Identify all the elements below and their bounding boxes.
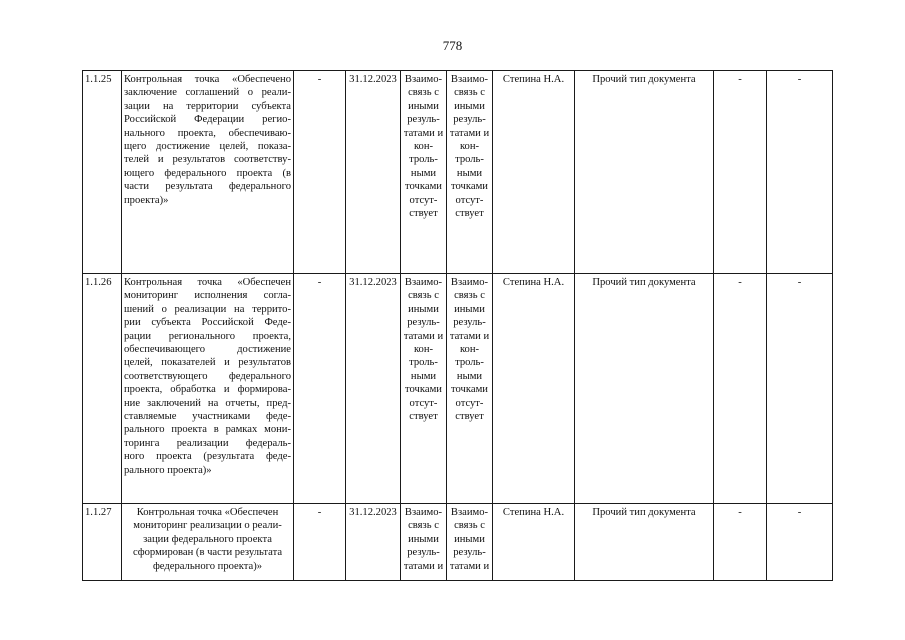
cell-text: мониторинг реализации о реали- <box>133 520 282 532</box>
cell-text: кон- <box>413 141 434 153</box>
document-type-cell <box>575 274 714 504</box>
cell-text: - <box>738 507 742 518</box>
cell-text: заключение соглашений о реали- <box>124 87 291 99</box>
cell-text: Степина Н.А. <box>502 277 565 288</box>
cell-text: связь с <box>408 290 439 302</box>
next-link-cell <box>447 504 493 581</box>
cell-text: Прочий тип документа <box>592 507 696 518</box>
cell-text: иными <box>408 100 439 112</box>
cell-text: связь с <box>454 290 485 302</box>
cell-text: татами и <box>449 560 490 572</box>
cell-text: резуль- <box>407 547 440 559</box>
cell-text: татами и <box>403 560 444 572</box>
cell-text: иными <box>454 533 485 545</box>
cell-text: кон- <box>413 344 434 356</box>
cell-text: Степина Н.А. <box>502 74 565 85</box>
table-row <box>83 274 833 504</box>
cell-text: отсут- <box>409 194 438 206</box>
cell-text: Прочий тип документа <box>592 277 696 288</box>
column-9-cell <box>767 274 833 504</box>
cell-text: части результата федерального <box>124 181 291 193</box>
cell-text: рального проекта)» <box>124 464 212 476</box>
cell-text: - <box>317 74 322 85</box>
cell-text: ствует <box>409 411 438 423</box>
cell-text: ного проекта (результата феде- <box>124 451 291 463</box>
cell-text: 31.12.2023 <box>349 507 397 518</box>
cell-text: 31.12.2023 <box>349 74 397 85</box>
cell-text: ными <box>456 370 483 382</box>
responsible-cell <box>493 504 575 581</box>
cell-text: 1.1.26 <box>85 277 112 288</box>
cell-text: точками <box>451 384 488 396</box>
cell-text: кон- <box>459 344 480 356</box>
table-row <box>83 71 833 274</box>
start-date-cell <box>294 274 346 504</box>
document-type-cell <box>575 504 714 581</box>
prev-link-cell <box>401 274 447 504</box>
cell-text: троль- <box>455 357 484 369</box>
cell-text: федерального проекта)» <box>152 560 263 572</box>
cell-text: резуль- <box>453 317 486 329</box>
cell-text: рации регионального проекта, <box>124 330 291 342</box>
cell-text: 1.1.27 <box>85 507 112 518</box>
responsible-cell <box>493 274 575 504</box>
cell-text: ствует <box>409 208 438 220</box>
cell-text: ющего федерального проекта (в <box>124 167 291 179</box>
cell-text: татами и <box>403 330 444 342</box>
cell-text: - <box>797 507 802 518</box>
cell-text: Контрольная точка «Обеспечено <box>124 74 291 85</box>
cell-text: сформирован (в части результата <box>132 547 283 559</box>
cell-text: - <box>738 74 742 85</box>
cell-text: телей и результатов соответству- <box>124 154 291 166</box>
cell-text: связь с <box>408 520 439 532</box>
row-number-cell <box>83 274 122 504</box>
checkpoint-title-cell <box>122 71 294 274</box>
cell-text: ными <box>410 167 437 179</box>
column-9-cell <box>767 71 833 274</box>
row-number-cell <box>83 504 122 581</box>
cell-text: рии субъекта Российской Феде- <box>124 317 291 329</box>
start-date-cell <box>294 504 346 581</box>
cell-text: татами и <box>449 330 490 342</box>
checkpoint-title-cell <box>122 504 294 581</box>
cell-text: Взаимо- <box>450 507 489 518</box>
checkpoint-title-cell <box>122 274 294 504</box>
cell-text: троль- <box>409 357 438 369</box>
cell-text: Российской Федерации регио- <box>124 114 291 126</box>
cell-text: Контрольная точка «Обеспечен <box>136 507 279 518</box>
document-type-cell <box>575 71 714 274</box>
cell-text: проекта)» <box>124 194 169 206</box>
cell-text: целей, показателей и результатов <box>124 357 291 369</box>
prev-link-cell <box>401 504 447 581</box>
cell-text: ствует <box>455 411 484 423</box>
cell-text: ствует <box>455 208 484 220</box>
cell-text: татами и <box>403 127 444 139</box>
cell-text: отсут- <box>455 194 484 206</box>
cell-text: иными <box>408 533 439 545</box>
end-date-cell <box>346 504 401 581</box>
cell-text: резуль- <box>453 547 486 559</box>
cell-text: торинга реализации федераль- <box>124 437 291 449</box>
cell-text: - <box>797 74 802 85</box>
cell-text: отсут- <box>455 397 484 409</box>
cell-text: 1.1.25 <box>85 74 112 85</box>
cell-text: обеспечивающего достижение <box>124 344 291 356</box>
cell-text: - <box>317 507 322 518</box>
cell-text: точками <box>405 384 442 396</box>
next-link-cell <box>447 274 493 504</box>
cell-text: зации на территории субъекта <box>124 100 291 112</box>
table-row <box>83 504 833 581</box>
column-8-cell <box>714 504 767 581</box>
cell-text: троль- <box>455 154 484 166</box>
cell-text: 31.12.2023 <box>349 277 397 288</box>
cell-text: Взаимо- <box>404 507 443 518</box>
cell-text: соответствующего федерального <box>124 370 291 382</box>
cell-text: мониторинг исполнения согла- <box>124 290 291 302</box>
cell-text: рального проекта в рамках мони- <box>124 424 291 436</box>
page-number: 778 <box>442 38 463 53</box>
cell-text: ставляемые участниками феде- <box>124 411 291 423</box>
row-number-cell <box>83 71 122 274</box>
cell-text: шений о реализации на террито- <box>124 303 291 315</box>
cell-text: связь с <box>454 87 485 99</box>
cell-text: отсут- <box>409 397 438 409</box>
cell-text: - <box>317 277 322 288</box>
cell-text: связь с <box>408 87 439 99</box>
cell-text: - <box>797 277 802 288</box>
cell-text: иными <box>454 303 485 315</box>
end-date-cell <box>346 274 401 504</box>
cell-text: резуль- <box>407 317 440 329</box>
cell-text: ными <box>410 370 437 382</box>
responsible-cell <box>493 71 575 274</box>
cell-text: точками <box>405 181 442 193</box>
start-date-cell <box>294 71 346 274</box>
column-9-cell <box>767 504 833 581</box>
cell-text: Взаимо- <box>404 277 443 288</box>
cell-text: нального проекта, обеспечиваю- <box>124 127 291 139</box>
cell-text: точками <box>451 181 488 193</box>
cell-text: Взаимо- <box>450 277 489 288</box>
column-8-cell <box>714 274 767 504</box>
cell-text: связь с <box>454 520 485 532</box>
cell-text: резуль- <box>407 114 440 126</box>
cell-text: Прочий тип документа <box>592 74 696 85</box>
cell-text: - <box>738 277 742 288</box>
cell-text: иными <box>454 100 485 112</box>
next-link-cell <box>447 71 493 274</box>
cell-text: троль- <box>409 154 438 166</box>
end-date-cell <box>346 71 401 274</box>
cell-text: Взаимо- <box>404 74 443 85</box>
prev-link-cell <box>401 71 447 274</box>
cell-text: зации федерального проекта <box>143 533 272 545</box>
cell-text: проекта, обработка и формирова- <box>124 384 291 396</box>
cell-text: ными <box>456 167 483 179</box>
checkpoints-table <box>82 70 833 581</box>
column-8-cell <box>714 71 767 274</box>
cell-text: Степина Н.А. <box>502 507 565 518</box>
cell-text: иными <box>408 303 439 315</box>
cell-text: Взаимо- <box>450 74 489 85</box>
cell-text: татами и <box>449 127 490 139</box>
cell-text: резуль- <box>453 114 486 126</box>
cell-text: щего достижение целей, показа- <box>124 141 291 153</box>
cell-text: ние заключений на отчеты, пред- <box>124 397 291 409</box>
cell-text: кон- <box>459 141 480 153</box>
cell-text: Контрольная точка «Обеспечен <box>124 277 291 288</box>
